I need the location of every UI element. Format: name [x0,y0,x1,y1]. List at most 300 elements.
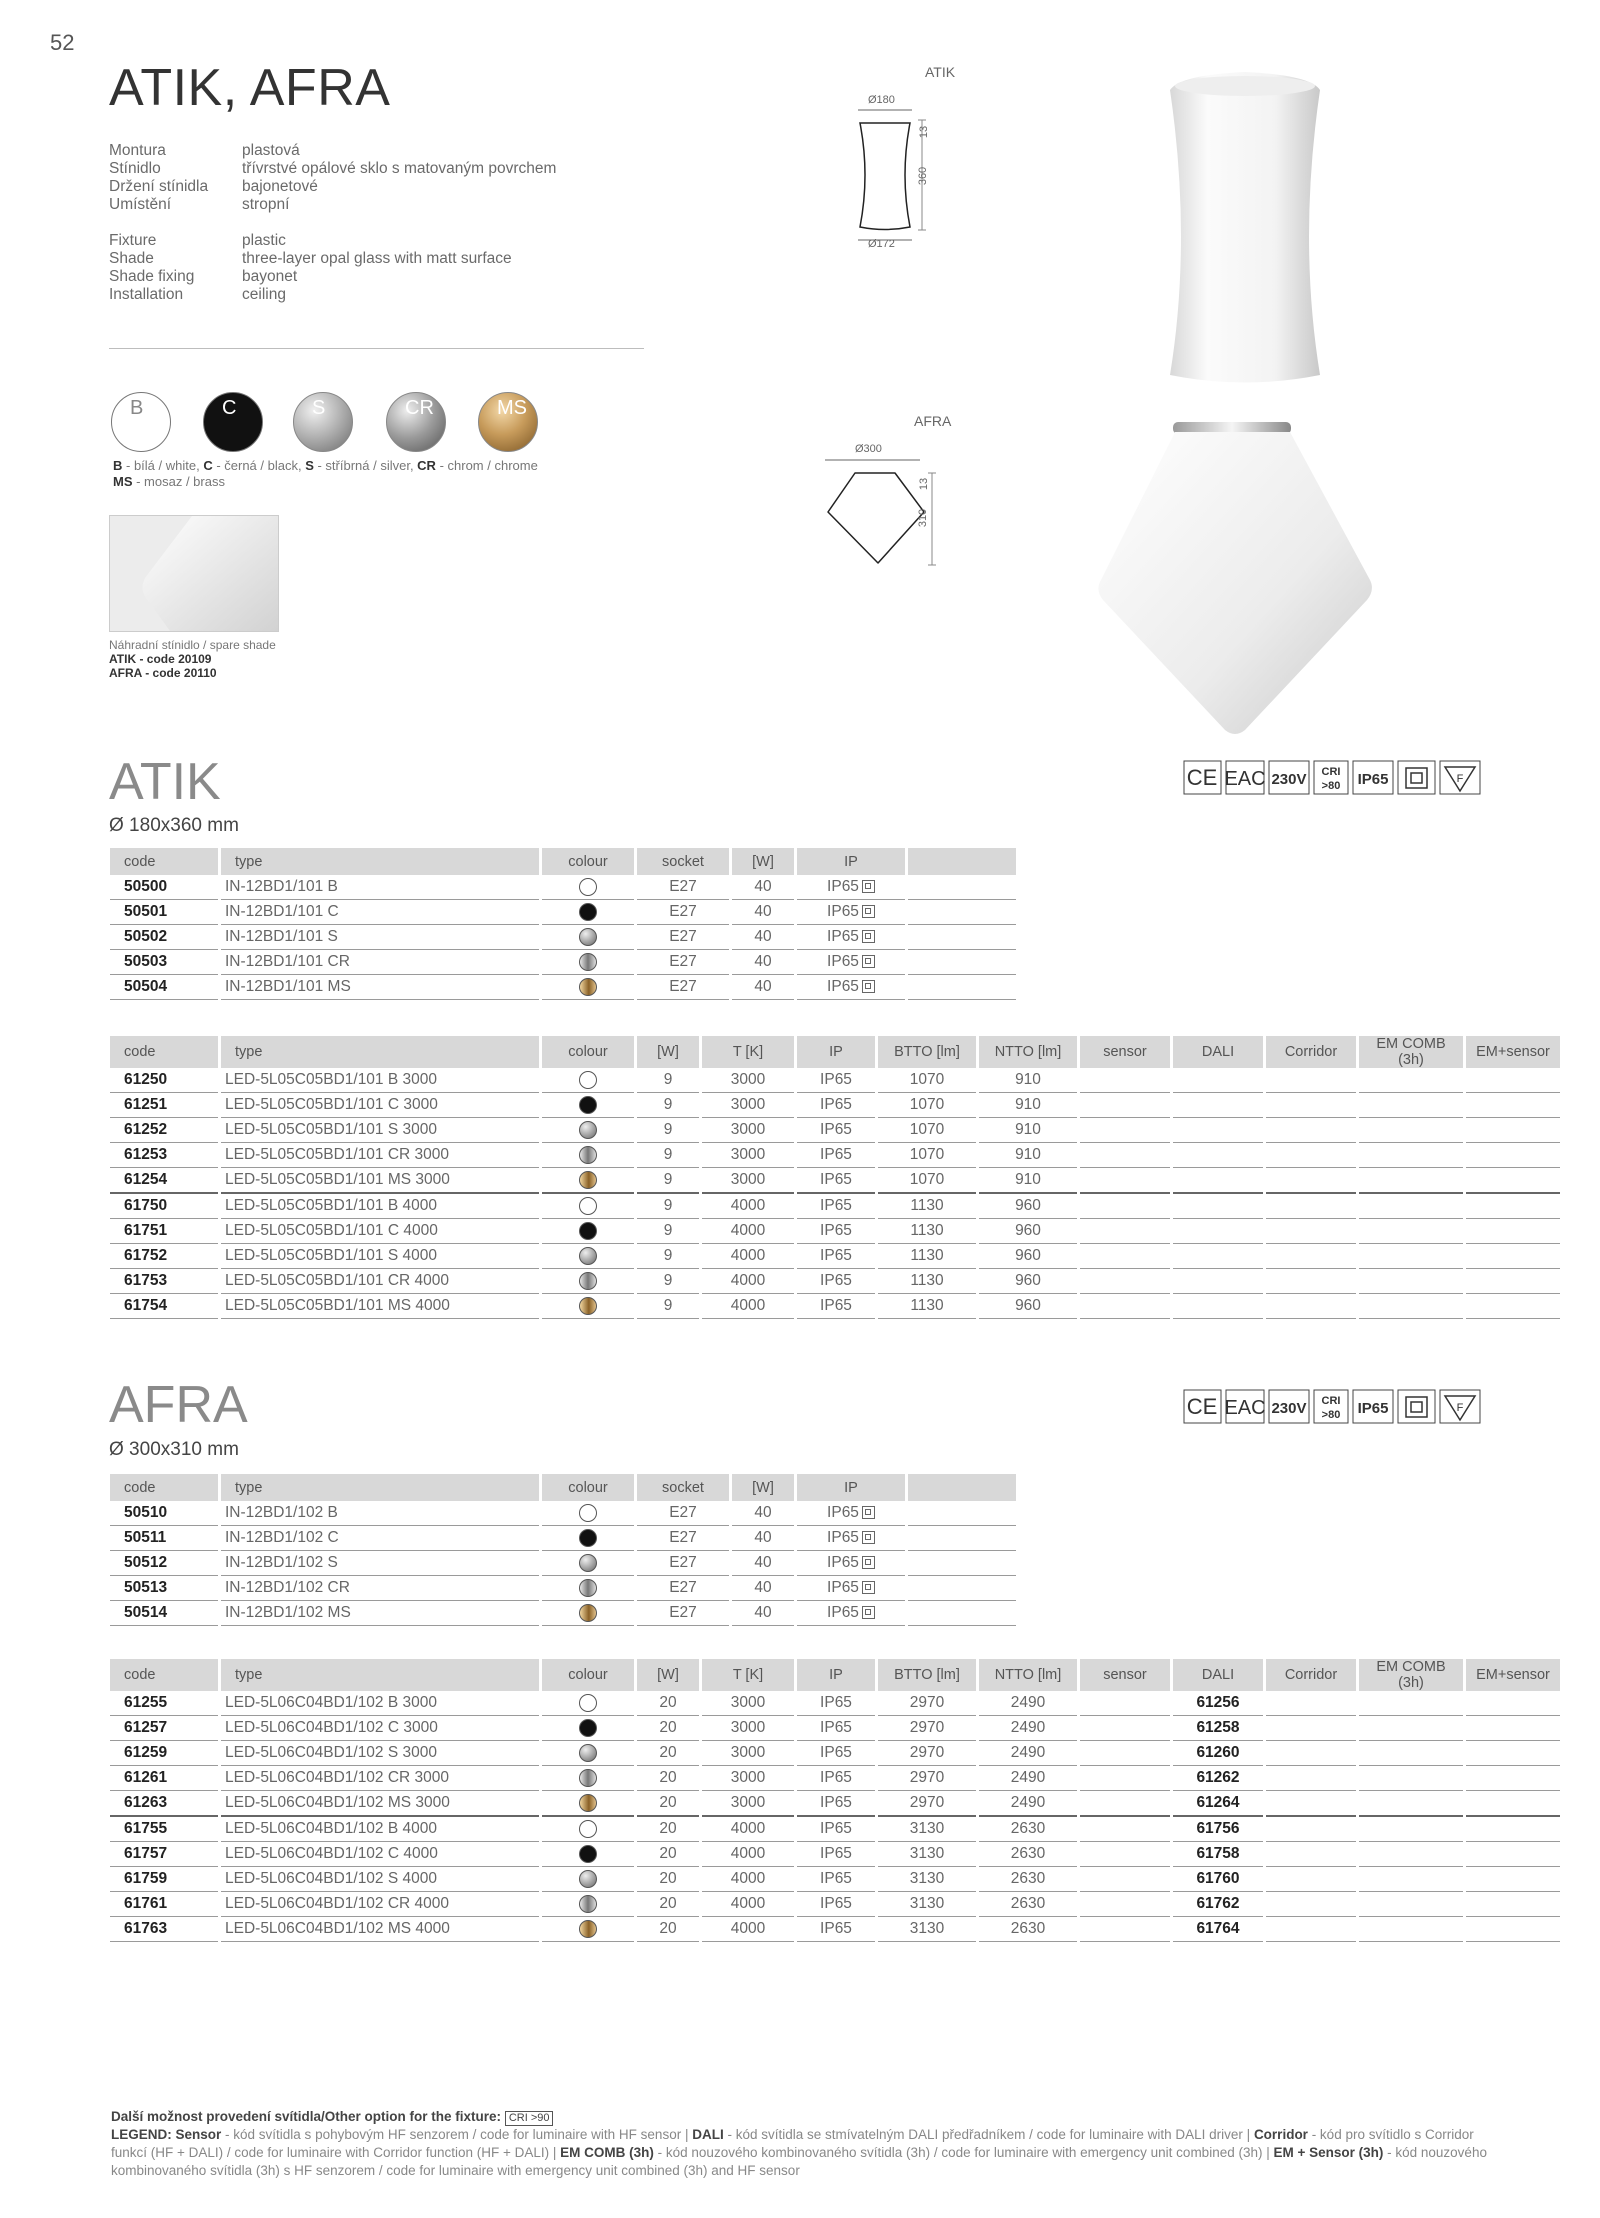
column-header: sensor [1080,1036,1170,1068]
drawing-afra-diameter: Ø300 [855,443,882,455]
column-header: DALI [1173,1036,1263,1068]
colour-dot-c [579,1845,597,1863]
table-row [110,1143,1560,1168]
column-header: T [K] [702,1036,794,1068]
watt-cell: 9 [637,1194,699,1219]
column-header: type [221,848,539,875]
kelvin-cell: 3000 [702,1143,794,1168]
em-sensor-cell [1466,1219,1560,1244]
table-row [110,975,1016,1000]
ntto-cell: 960 [979,1269,1077,1294]
code-cell: 61263 [110,1791,218,1817]
class2-icon [862,1506,875,1519]
watt-cell: 20 [637,1741,699,1766]
ip-cell [797,1551,905,1576]
colour-cell [542,1551,634,1576]
column-header: DALI [1173,1659,1263,1691]
class2-icon [862,930,875,943]
dali-cell: 61260 [1173,1741,1263,1766]
type-cell: LED-5L06C04BD1/102 C 4000 [221,1842,539,1867]
table-row [110,1244,1560,1269]
code-cell: 50503 [110,950,218,975]
em-comb-cell [1359,1118,1463,1143]
em-sensor-cell [1466,1194,1560,1219]
em-comb-cell [1359,1817,1463,1842]
column-header: code [110,1036,218,1068]
sensor-cell [1080,1842,1170,1867]
btto-cell: 1070 [878,1143,976,1168]
colour-dot-ms [579,1920,597,1938]
colour-cell [542,900,634,925]
afra-led-table [107,1659,1563,1942]
btto-cell: 3130 [878,1917,976,1942]
table-row [110,950,1016,975]
table-row [110,875,1016,900]
dali-cell [1173,1194,1263,1219]
btto-cell: 1070 [878,1118,976,1143]
class2-icon [862,1531,875,1544]
table-row [110,1294,1560,1319]
em-sensor-cell [1466,1118,1560,1143]
socket-cell: E27 [637,875,729,900]
type-cell: IN-12BD1/101 B [221,875,539,900]
ip-text: IP65 [827,978,859,995]
table-row [110,1269,1560,1294]
watt-cell: 40 [732,925,794,950]
ip-cell: IP65 [797,1269,875,1294]
code-cell: 61257 [110,1716,218,1741]
em-sensor-cell [1466,1741,1560,1766]
watt-cell: 9 [637,1244,699,1269]
em-comb-cell [1359,1691,1463,1716]
colour-cell [542,1143,634,1168]
colour-cell [542,1867,634,1892]
corridor-cell [1266,1842,1356,1867]
table-row [110,1842,1560,1867]
code-cell: 61259 [110,1741,218,1766]
em-sensor-cell [1466,1168,1560,1194]
colour-cell [542,1168,634,1194]
kelvin-cell: 4000 [702,1917,794,1942]
ip-cell: IP65 [797,1766,875,1791]
ntto-cell: 910 [979,1143,1077,1168]
voltage-icon: 230V [1271,771,1307,788]
code-cell: 50500 [110,875,218,900]
btto-cell: 1070 [878,1093,976,1118]
empty-cell [908,900,1016,925]
em-sensor-cell [1466,1068,1560,1093]
column-header [908,1474,1016,1501]
empty-cell [908,1526,1016,1551]
colour-dot-ms [579,978,597,996]
colour-cell [542,1716,634,1741]
colour-dot-s [579,1870,597,1888]
column-header: [W] [637,1036,699,1068]
sensor-cell [1080,1716,1170,1741]
table-row [110,1194,1560,1219]
code-cell: 61261 [110,1766,218,1791]
atik-photo [1160,70,1330,405]
ce-icon: CE [1186,1394,1218,1419]
column-header [908,848,1016,875]
ntto-cell: 960 [979,1219,1077,1244]
btto-cell: 1130 [878,1219,976,1244]
kelvin-cell: 4000 [702,1867,794,1892]
code-cell: 61757 [110,1842,218,1867]
colour-cell [542,1691,634,1716]
btto-cell: 3130 [878,1867,976,1892]
corridor-cell [1266,1741,1356,1766]
empty-cell [908,925,1016,950]
class2-icon [1411,1402,1422,1412]
type-cell: LED-5L06C04BD1/102 B 3000 [221,1691,539,1716]
legend-text: - bílá / white, [122,458,204,473]
column-header: IP [797,1659,875,1691]
empty-cell [908,975,1016,1000]
em-comb-cell [1359,1892,1463,1917]
btto-cell: 1130 [878,1194,976,1219]
type-cell: LED-5L06C04BD1/102 S 4000 [221,1867,539,1892]
kelvin-cell: 3000 [702,1068,794,1093]
watt-cell: 40 [732,1576,794,1601]
column-header: code [110,1659,218,1691]
type-cell: LED-5L05C05BD1/101 B 4000 [221,1194,539,1219]
afra-section-title: AFRA [109,1376,248,1434]
dali-cell: 61762 [1173,1892,1263,1917]
btto-cell: 2970 [878,1716,976,1741]
socket-cell: E27 [637,1576,729,1601]
em-comb-cell [1359,1791,1463,1817]
sensor-cell [1080,1269,1170,1294]
footer-legend-term: EM + Sensor (3h) [1273,2145,1384,2160]
em-comb-cell [1359,1917,1463,1942]
watt-cell: 9 [637,1118,699,1143]
code-cell: 61754 [110,1294,218,1319]
colour-cell [542,1791,634,1817]
kelvin-cell: 3000 [702,1741,794,1766]
sensor-cell [1080,1244,1170,1269]
table-row [110,1068,1560,1093]
sensor-cell [1080,1917,1170,1942]
dali-cell [1173,1168,1263,1194]
ntto-cell: 2490 [979,1741,1077,1766]
spec-row [109,250,556,268]
footer-legend-term: LEGEND: Sensor [111,2127,222,2142]
ip-cell: IP65 [797,1068,875,1093]
sensor-cell [1080,1766,1170,1791]
ip-cell: IP65 [797,1867,875,1892]
ip-text: IP65 [827,1504,859,1521]
colour-dot-c [579,1096,597,1114]
ip-cell: IP65 [797,1093,875,1118]
table-row [110,1093,1560,1118]
kelvin-cell: 3000 [702,1766,794,1791]
colour-legend: B - bílá / white, C - černá / black, S - stříbrná / silver, CR - chrom / chrome MS - mosaz / brass [113,458,538,489]
ntto-cell: 2630 [979,1842,1077,1867]
type-cell: LED-5L05C05BD1/101 MS 4000 [221,1294,539,1319]
atik-size: Ø 180x360 mm [109,815,239,836]
em-sensor-cell [1466,1093,1560,1118]
corridor-cell [1266,1244,1356,1269]
atik-incandescent-table [107,848,1019,1000]
table-row [110,1601,1016,1626]
spec-value: bayonet [242,268,298,285]
footer-legend: Další možnost provedení svítidla/Other option for the fixture: CRI >90 LEGEND: Sensor - kód svítidla s pohybovým HF senzorem / code for luminaire with HF sensor | DALI - kód svítidla se stmívatelným DALI předřadníkem / code for luminaire with DALI driver | Corridor - kód pro svítidlo s Corridor funkcí (HF + DALI) / code for luminaire with Corridor function (HF + DALI) | EM COMB (3h) - kód nouzového kombinovaného svítidla (3h) / code for luminaire with emergency unit combined (3h) | EM + Sensor (3h) - kód nouzového kombinovaného svítidla (3h) s HF senzorem / code for luminaire with emergency unit combined (3h) and HF sensor [111,2109,1487,2178]
table-row [110,1791,1560,1817]
watt-cell: 9 [637,1093,699,1118]
watt-cell: 9 [637,1269,699,1294]
spec-row [109,232,556,250]
empty-cell [908,1501,1016,1526]
column-header: socket [637,1474,729,1501]
btto-cell: 1130 [878,1244,976,1269]
corridor-cell [1266,1269,1356,1294]
corridor-cell [1266,1168,1356,1194]
em-sensor-cell [1466,1143,1560,1168]
em-sensor-cell [1466,1791,1560,1817]
table-row [110,1766,1560,1791]
colour-dot-c [579,1719,597,1737]
type-cell: LED-5L06C04BD1/102 C 3000 [221,1716,539,1741]
watt-cell: 40 [732,900,794,925]
spec-key: Shade fixing [109,268,195,285]
colour-cell [542,1601,634,1626]
spare-shade-image [109,515,279,632]
column-header: NTTO [lm] [979,1036,1077,1068]
colour-dot-b [579,878,597,896]
watt-cell: 9 [637,1068,699,1093]
btto-cell: 2970 [878,1766,976,1791]
colour-dot-s [579,1247,597,1265]
colour-dot-c [579,903,597,921]
colour-dot-cr [579,1579,597,1597]
dali-cell: 61758 [1173,1842,1263,1867]
ntto-cell: 910 [979,1118,1077,1143]
code-cell: 61755 [110,1817,218,1842]
class2-icon [862,1556,875,1569]
eac-icon: EAC [1224,1397,1266,1419]
swatch-white: B [111,392,171,452]
colour-cell [542,975,634,1000]
dali-cell [1173,1244,1263,1269]
colour-dot-cr [579,1146,597,1164]
column-header: EM+sensor [1466,1036,1560,1068]
ntto-cell: 910 [979,1168,1077,1194]
spec-list [109,142,556,304]
svg-text:>80: >80 [1321,780,1341,792]
em-sensor-cell [1466,1244,1560,1269]
colour-cell [542,1501,634,1526]
spec-value: three-layer opal glass with matt surface [242,250,512,267]
column-header: [W] [732,1474,794,1501]
colour-cell [542,1917,634,1942]
em-comb-cell [1359,1244,1463,1269]
spec-value: bajonetové [242,178,318,195]
column-header: sensor [1080,1659,1170,1691]
ip-text: IP65 [827,928,859,945]
column-header: type [221,1659,539,1691]
ip-cell [797,975,905,1000]
afra-photo [1095,420,1375,745]
type-cell: LED-5L05C05BD1/101 B 3000 [221,1068,539,1093]
dali-cell [1173,1143,1263,1168]
colour-cell [542,950,634,975]
dali-cell [1173,1219,1263,1244]
column-header: type [221,1036,539,1068]
colour-dot-cr [579,1769,597,1787]
type-cell: LED-5L05C05BD1/101 MS 3000 [221,1168,539,1194]
ip-cell: IP65 [797,1716,875,1741]
corridor-cell [1266,1867,1356,1892]
column-header: IP [797,848,905,875]
colour-dot-ms [579,1171,597,1189]
column-header: NTTO [lm] [979,1659,1077,1691]
code-cell: 50501 [110,900,218,925]
type-cell: IN-12BD1/101 C [221,900,539,925]
legend-text: - černá / black, [212,458,306,473]
colour-dot-s [579,1744,597,1762]
drawing-atik-h2: 360 [917,166,930,186]
code-cell: 61252 [110,1118,218,1143]
dali-cell: 61262 [1173,1766,1263,1791]
footer-legend-text: - kód svítidla se stmívatelným DALI předřadníkem / code for luminaire with DALI driver | [723,2127,1254,2142]
type-cell: LED-5L05C05BD1/101 S 3000 [221,1118,539,1143]
ip-cell: IP65 [797,1741,875,1766]
ntto-cell: 2490 [979,1766,1077,1791]
em-comb-cell [1359,1842,1463,1867]
legend-code: S [305,458,314,473]
colour-cell [542,1741,634,1766]
socket-cell: E27 [637,900,729,925]
watt-cell: 9 [637,1143,699,1168]
ip-cell: IP65 [797,1219,875,1244]
ip-cell: IP65 [797,1118,875,1143]
spec-key: Installation [109,286,184,303]
column-header: EM+sensor [1466,1659,1560,1691]
code-cell: 50510 [110,1501,218,1526]
em-sensor-cell [1466,1269,1560,1294]
kelvin-cell: 3000 [702,1691,794,1716]
watt-cell: 9 [637,1294,699,1319]
btto-cell: 1130 [878,1269,976,1294]
voltage-icon: 230V [1271,1400,1307,1417]
watt-cell: 9 [637,1168,699,1194]
type-cell: IN-12BD1/101 CR [221,950,539,975]
ip-text: IP65 [827,878,859,895]
spec-row [109,160,556,178]
ip-cell: IP65 [797,1842,875,1867]
watt-cell: 20 [637,1842,699,1867]
em-sensor-cell [1466,1691,1560,1716]
class2-icon [1411,773,1422,783]
corridor-cell [1266,1093,1356,1118]
ip-cell [797,950,905,975]
table-row [110,1501,1016,1526]
column-header: colour [542,1036,634,1068]
corridor-cell [1266,1219,1356,1244]
corridor-cell [1266,1294,1356,1319]
ntto-cell: 910 [979,1093,1077,1118]
dali-cell: 61760 [1173,1867,1263,1892]
colour-cell [542,1817,634,1842]
class2-icon [862,905,875,918]
empty-cell [908,1551,1016,1576]
colour-dot-cr [579,1272,597,1290]
watt-cell: 20 [637,1791,699,1817]
sensor-cell [1080,1093,1170,1118]
footer-legend-text: - kód nouzového kombinovaného svítidla (3h) s HF senzorem / code for luminaire with emergency unit combined (3h) and HF sensor [111,2145,1487,2178]
class2-icon [862,880,875,893]
type-cell: LED-5L05C05BD1/101 S 4000 [221,1244,539,1269]
colour-dot-cr [579,1895,597,1913]
code-cell: 61253 [110,1143,218,1168]
table-row [110,1741,1560,1766]
corridor-cell [1266,1791,1356,1817]
colour-cell [542,1766,634,1791]
ip-cell: IP65 [797,1143,875,1168]
sensor-cell [1080,1068,1170,1093]
code-cell: 61753 [110,1269,218,1294]
code-cell: 61763 [110,1917,218,1942]
class2-icon [862,955,875,968]
kelvin-cell: 4000 [702,1269,794,1294]
swatch-silver: S [293,392,353,452]
swatch-chrome: CR [386,392,446,452]
code-cell: 61752 [110,1244,218,1269]
dali-cell: 61764 [1173,1917,1263,1942]
colour-dot-c [579,1222,597,1240]
ip-cell: IP65 [797,1168,875,1194]
colour-cell [542,1068,634,1093]
code-cell: 50502 [110,925,218,950]
column-header: [W] [732,848,794,875]
em-sensor-cell [1466,1716,1560,1741]
sensor-cell [1080,1791,1170,1817]
colour-dot-b [579,1694,597,1712]
watt-cell: 40 [732,1501,794,1526]
kelvin-cell: 3000 [702,1168,794,1194]
sensor-cell [1080,1892,1170,1917]
em-comb-cell [1359,1219,1463,1244]
spec-value: plastic [242,232,286,249]
svg-text:F: F [1456,773,1464,785]
column-header: IP [797,1036,875,1068]
btto-cell: 1130 [878,1294,976,1319]
colour-dot-b [579,1504,597,1522]
btto-cell: 2970 [878,1691,976,1716]
em-sensor-cell [1466,1294,1560,1319]
ntto-cell: 2630 [979,1917,1077,1942]
column-header: EM COMB (3h) [1359,1036,1463,1068]
ip-text: IP65 [827,1529,859,1546]
spec-row [109,142,556,160]
drawing-afra-h1: 13 [918,477,931,491]
corridor-cell [1266,1892,1356,1917]
dali-cell [1173,1093,1263,1118]
ip-cell: IP65 [797,1294,875,1319]
kelvin-cell: 3000 [702,1716,794,1741]
btto-cell: 3130 [878,1817,976,1842]
colour-dot-s [579,928,597,946]
code-cell: 61254 [110,1168,218,1194]
em-comb-cell [1359,1766,1463,1791]
column-header: colour [542,1474,634,1501]
socket-cell: E27 [637,950,729,975]
colour-cell [542,1842,634,1867]
ip-cell: IP65 [797,1194,875,1219]
ntto-cell: 2490 [979,1791,1077,1817]
drawing-afra-label: AFRA [914,413,952,429]
